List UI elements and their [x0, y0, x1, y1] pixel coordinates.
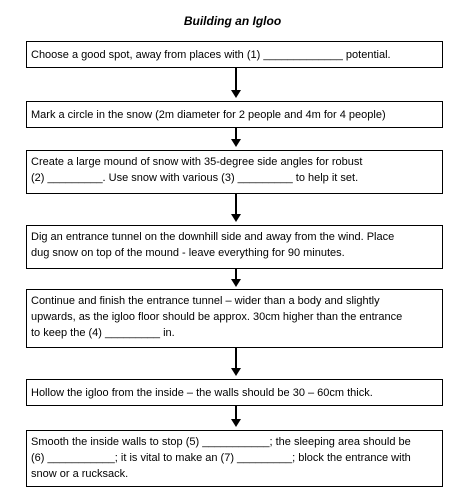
step-line: (2) _________. Use snow with various (3) _________ to help it set. [31, 172, 359, 184]
step-box-1 [26, 41, 443, 68]
step-line: to keep the (4) _________ in. [31, 327, 175, 339]
step-text-4 [31, 229, 438, 261]
step-box-7 [26, 430, 443, 487]
step-text-2 [31, 107, 386, 123]
step-text-6 [31, 385, 373, 401]
step-line: Smooth the inside walls to stop (5) ___________; the sleeping area should be [31, 436, 411, 448]
step-box-3 [26, 150, 443, 194]
step-box-5 [26, 289, 443, 348]
step-line: (6) ___________; it is vital to make an (7) _________; block the entrance with [31, 452, 411, 464]
step-text-3 [31, 154, 438, 186]
step-box-6 [26, 379, 443, 406]
step-line: upwards, as the igloo floor should be approx. 30cm higher than the entrance [31, 311, 403, 323]
step-line: dug snow on top of the mound - leave everything for 90 minutes. [31, 247, 345, 259]
step-line: Mark a circle in the snow (2m diameter for 2 people and 4m for 4 people) [31, 108, 386, 121]
step-text-5 [31, 293, 438, 341]
step-line: Choose a good spot, away from places with (1) _____________ potential. [31, 48, 391, 61]
step-text-1 [31, 47, 391, 63]
step-line: Hollow the igloo from the inside – the walls should be 30 – 60cm thick. [31, 386, 373, 399]
step-line: Continue and finish the entrance tunnel – wider than a body and slightly [31, 295, 380, 307]
step-line: Create a large mound of snow with 35-degree side angles for robust [31, 156, 363, 168]
step-text-7 [31, 434, 438, 482]
step-line: snow or a rucksack. [31, 468, 129, 480]
step-line: Dig an entrance tunnel on the downhill side and away from the wind. Place [31, 231, 395, 243]
step-box-2 [26, 101, 443, 128]
diagram-title: Building an Igloo [183, 14, 282, 28]
step-box-4 [26, 225, 443, 269]
